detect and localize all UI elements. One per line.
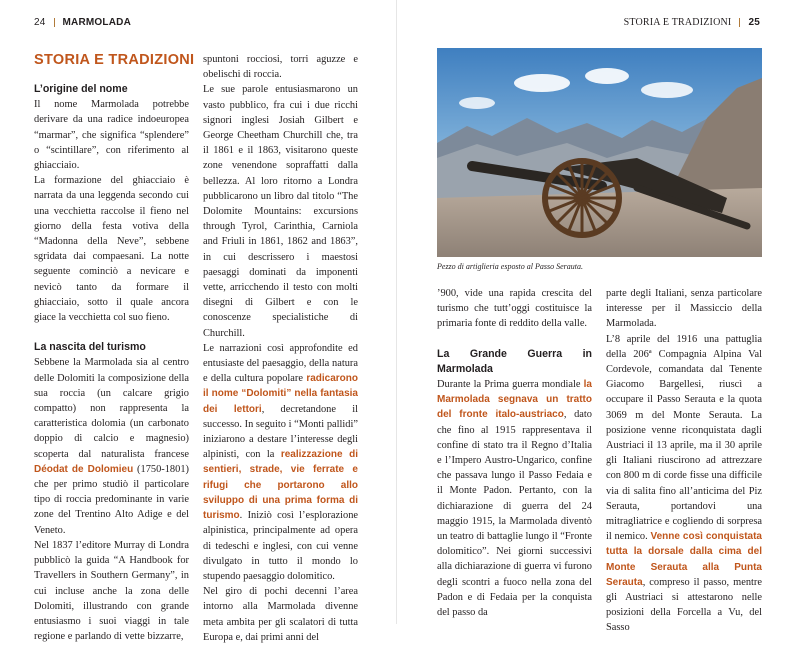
- highlight-serauta: Venne così conquistata tutta la dorsale dalla cima del Monte Serauta alla Punta Serauta: [606, 531, 762, 588]
- paragraph: parte degli Italiani, senza particolare interesse per il Massiccio della Marmolada.: [606, 288, 762, 330]
- left-page: [0, 0, 397, 643]
- paragraph: spuntoni rocciosi, torri aguzze e obelischi di roccia.: [203, 54, 358, 81]
- paragraph: Durante la Prima guerra mondiale la Marmolada segnava un tratto del fronte italo-austriaco, dato che fino al 1915 rappresentava il confine di stato tra il Regno d’Italia e l’Impero Austro-Ungarico, confine che passava lungo il Passo Fedaia e il Monte Padon. Pertanto, con la dichiarazione di guerra del 24 maggio 1915, la Marmolada diventò un teatro di battaglie lungo il “Fronte dolomitico”. Nei giorni successivi alla dichiarazione di guerra vi furono degli scontri a fuoco nella zona del Padon e di Fedaia per la conquista del passo da: [437, 379, 593, 619]
- subheading-tourism: La nascita del turismo: [34, 341, 146, 354]
- right-running-header: [624, 17, 760, 28]
- paragraph: Nel giro di pochi decenni l’area intorno alla Marmolada divenne meta ambita per gli scalatori di tutta Europa e, dai primi anni del: [203, 586, 358, 643]
- column-2: [203, 52, 358, 645]
- paragraph: L’8 aprile del 1916 una pattuglia della 206ª Compagnia Alpina Val Cordevole, comandata dal Tenente Giacomo Bargellesi, riuscì a occupare il Passo Serauta e la quota 3069 m del Monte Serauta. La posizione venne riconquistata dagli Austriaci il 13 aprile, ma il 30 aprile gli Italiani riuscirono ad attrezzare con 800 m di corde fisse una difficile via di salita fino all’anticima del Piz Serauta, portandovi una mitragliatrice e cogliendo di sorpresa il nemico. Venne così conquistata tutta la dorsale dalla cima del Monte Serauta alla Punta Serauta, compreso il passo, mentre gli Austriaci si attestarono nelle posizioni della Forcella a Vu, del Sasso: [606, 333, 762, 634]
- right-header-title: STORIA E TRADIZIONI: [623, 17, 732, 28]
- artillery-photo-graphic: [437, 48, 762, 257]
- highlight-front: la Marmolada segnava un tratto del fronte italo-austriaco: [437, 379, 592, 421]
- paragraph: Sebbene la Marmolada sia al centro delle Dolomiti la composizione della sua roccia (un calcare grigio compatto) non rappresenta la caratteristica dolomia (un carbonato doppio di calcio e magnesio) scoperta dal naturalista francese Déodat de Dolomieu (1750-1801) che per primo studiò il particolare tipo di roccia predominante in varie zone del Trentino Alto Adige e del Veneto.: [34, 357, 189, 536]
- subheading-great-war: La Grande Guerra in Marmolada: [437, 347, 592, 375]
- section-title: STORIA E TRADIZIONI: [34, 52, 195, 68]
- column-1: [34, 82, 189, 644]
- paragraph: Nel 1837 l’editore Murray di Londra pubblicò la guida “A Handbook for Travellers in Southern Germany”, in cui incluse anche la zona delle Dolomiti, illustrando con grande entusiasmo i suoi viaggi in tale regione e parlando di vette bizzarre,: [34, 539, 189, 643]
- paragraph: La formazione del ghiacciaio è narrata da una leggenda secondo cui una vecchietta raccolse il fieno nel giorno della festa votiva della “Madonna della Neve”, sebbene sgridata dai compaesani. La notte seguente cominciò a nevicare e nevicò tanto da formare il ghiacciaio, sotto il quale ancora giace la vecchietta col suo fieno.: [34, 175, 189, 324]
- header-separator: [739, 18, 740, 27]
- artillery-photo: [437, 48, 762, 257]
- column-4: [606, 286, 762, 636]
- paragraph: Le narrazioni così approfondite ed entusiaste del paesaggio, della natura e della cultura popolare radicarono il nome “Dolomiti” nella fantasia dei lettori, decretandone il successo. In seguito i “Monti pallidi” iniziarono a destare l’interesse degli alpinisti, con la realizzazione di sentieri, strade, vie ferrate e rifugi che portarono allo sviluppo di una prima forma di turismo. Iniziò così l’esplorazione alpinistica, principalmente ad opera di tedeschi e inglesi, con cui venne divulgato in tutto il mondo lo stupendo paesaggio dolomitico.: [203, 342, 358, 582]
- paragraph: Le sue parole entusiasmarono un vasto pubblico, fra cui i due ricchi signori inglesi Josiah Gilbert e George Cheetham Churchill che, tra il 1861 e il 1863, visitarono queste zone venendone sopraffatti dalla bellezza. Al loro ritorno a Londra pubblicarono un libro dal titolo “The Dolomite Mountains: excursions through Tyrol, Carinthia, Carniola and Friuli in 1861, 1862 and 1863”, in cui descrissero i maestosi paesaggi dominati da imponenti vette, arricchendo il testo con molti disegni di Gilbert e con le conoscenze specialistiche di Churchill.: [203, 84, 358, 339]
- photo-caption: Pezzo di artiglieria esposto al Passo Serauta.: [437, 262, 583, 271]
- header-separator: [54, 18, 55, 27]
- highlight-trails: realizzazione di sentieri, strade, vie ferrate e rifugi che portarono allo sviluppo di una prima forma di turismo: [203, 449, 358, 522]
- paragraph: Il nome Marmolada potrebbe derivare da una radice indoeuropea “marmar”, che significa “splendere” o “scintillare”, con riferimento al ghiacciaio.: [34, 99, 189, 172]
- highlight-dolomiti-name: radicarono il nome “Dolomiti” nella fantasia dei lettori: [203, 373, 358, 415]
- right-page-number: 25: [748, 17, 760, 28]
- subheading-origin: L’origine del nome: [34, 83, 128, 95]
- left-header-title: MARMOLADA: [62, 17, 131, 28]
- column-3: [437, 286, 592, 620]
- left-page-number: 24: [34, 17, 46, 28]
- left-running-header: [34, 17, 131, 28]
- paragraph: ’900, vide una rapida crescita del turismo che tutt’oggi costituisce la primaria fonte di reddito della valle.: [437, 288, 592, 330]
- highlight-dolomieu: Déodat de Dolomieu: [34, 463, 134, 475]
